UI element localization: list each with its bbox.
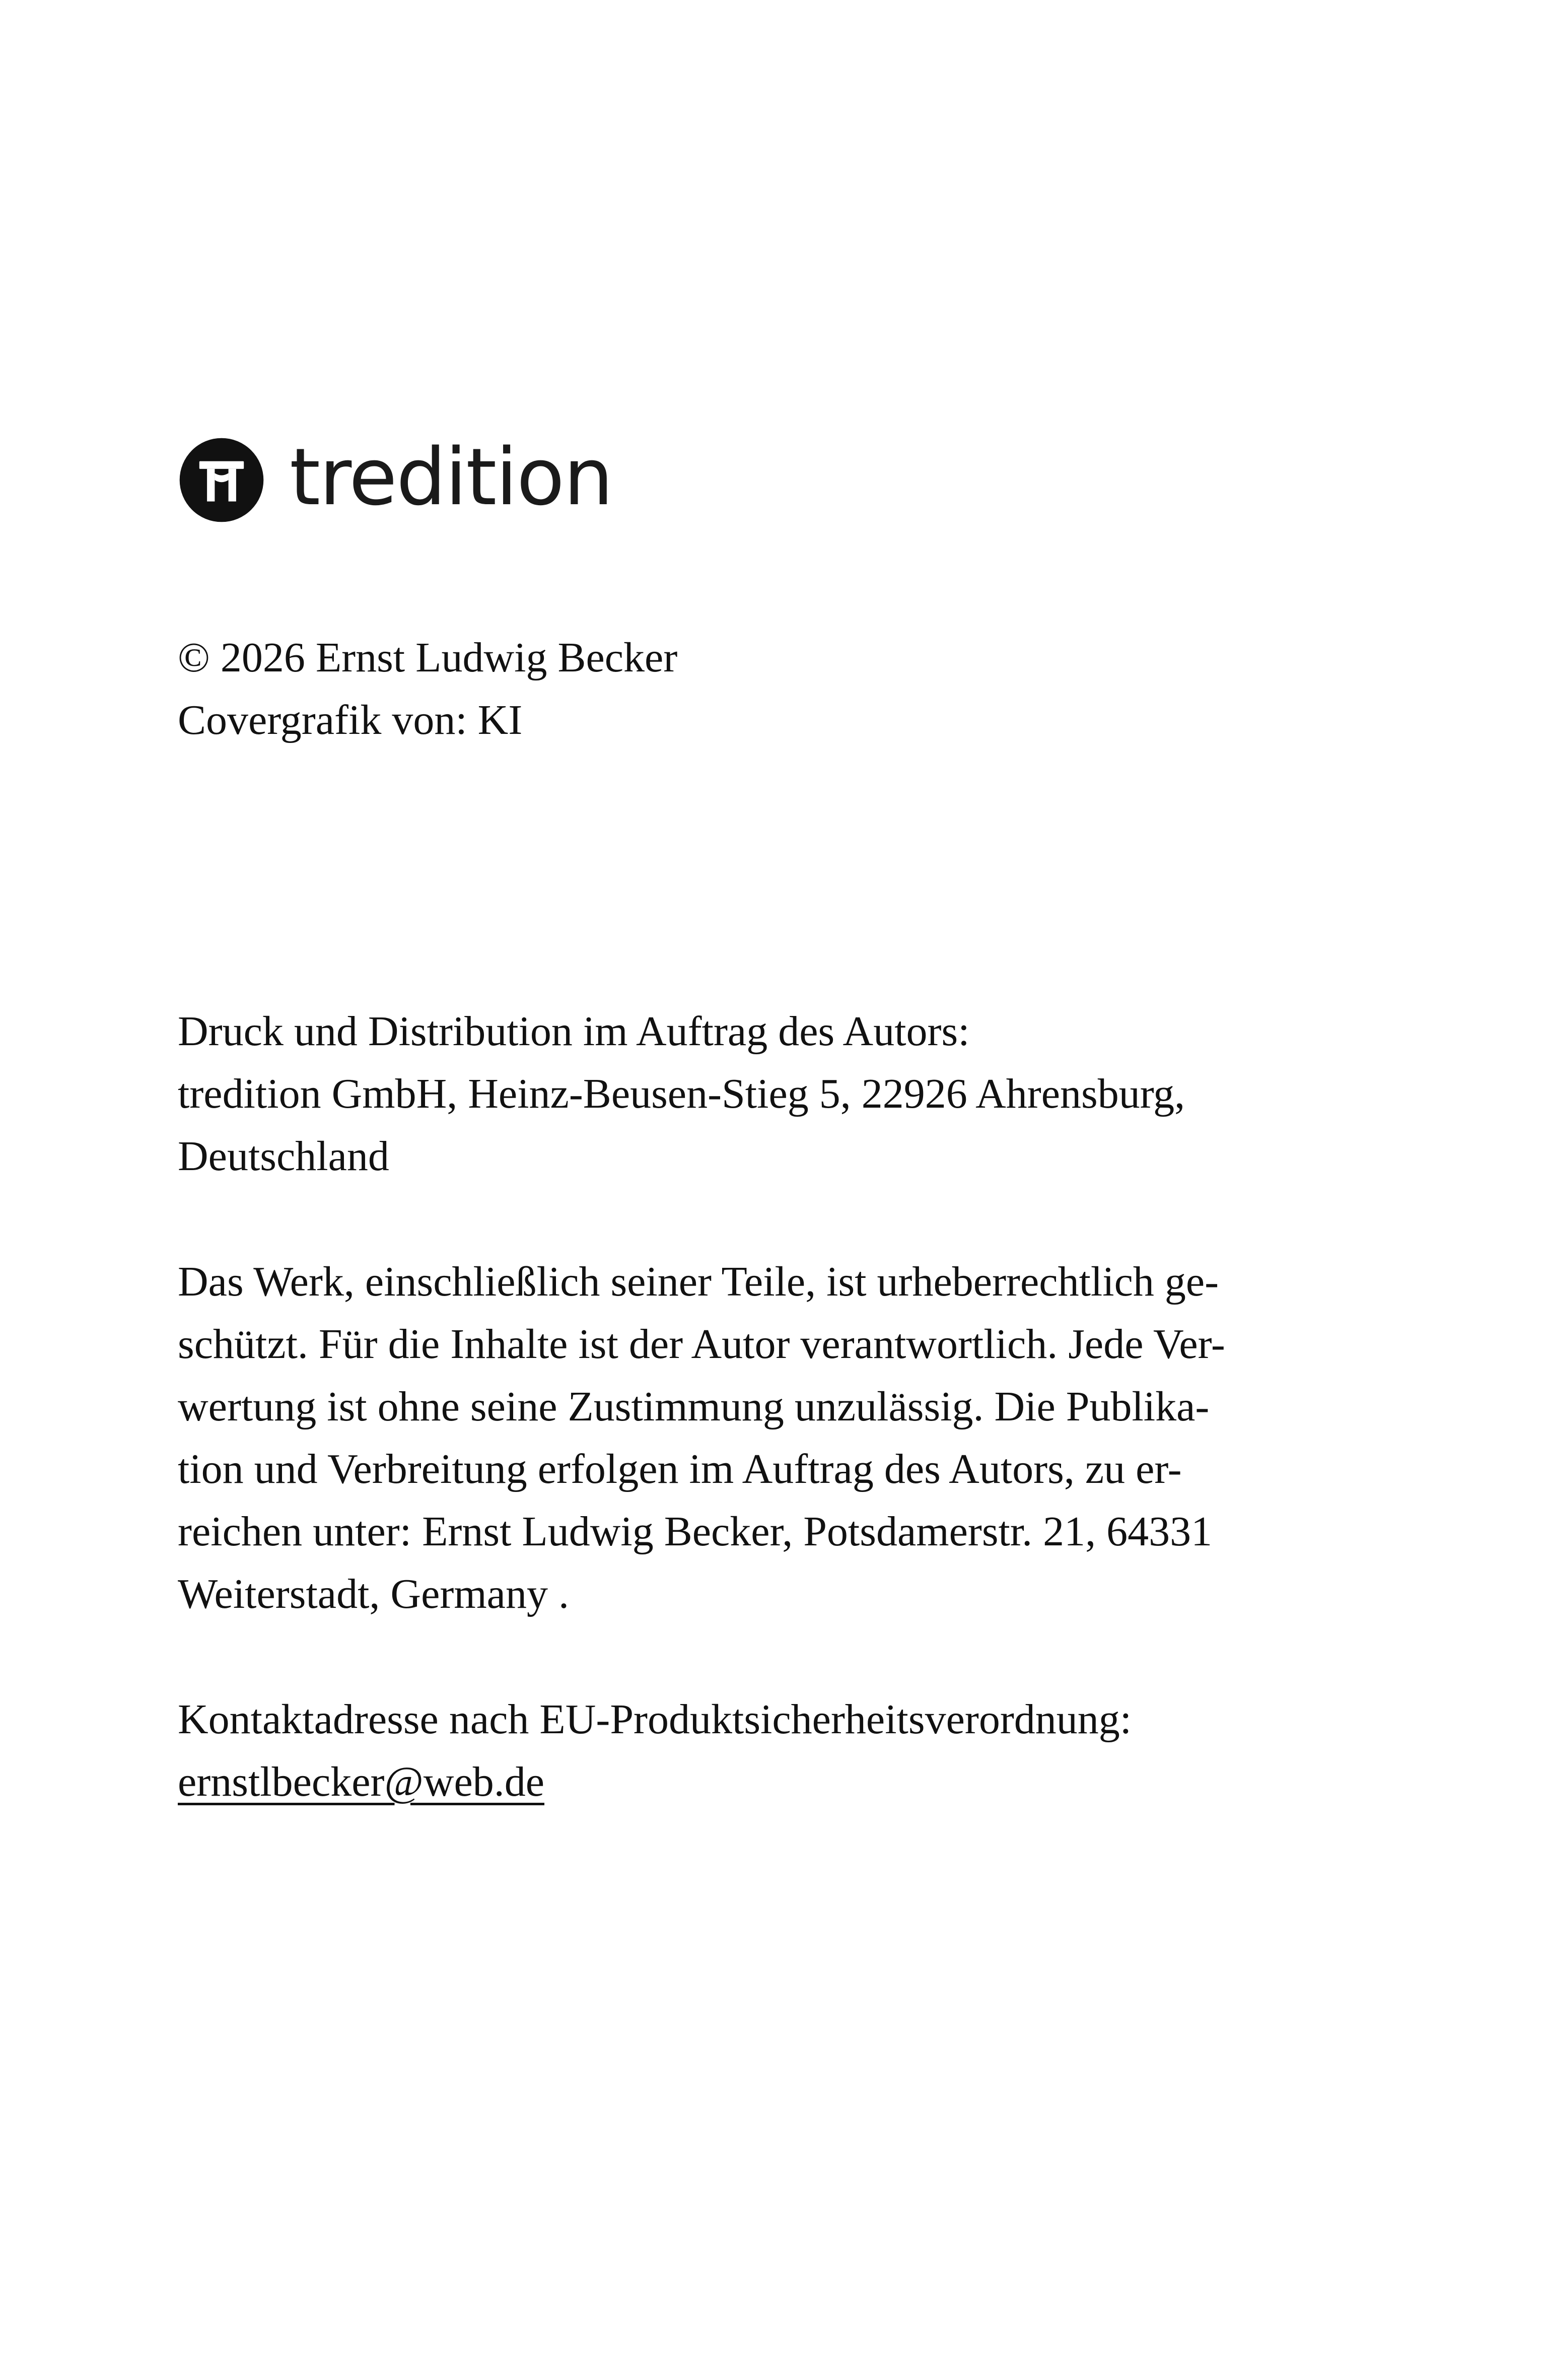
distribution-block: [178, 1000, 1386, 1188]
cover-credit-line: Covergrafik von: KI: [178, 697, 523, 743]
contact-block: [178, 1688, 1386, 1813]
rights-line: reichen unter: Ernst Ludwig Becker, Potsdamerstr. 21, 64331: [178, 1508, 1213, 1555]
rights-line: Das Werk, einschließlich seiner Teile, ist urheberrechtlich ge-: [178, 1258, 1219, 1305]
rights-line: schützt. Für die Inhalte ist der Autor verantwortlich. Jede Ver-: [178, 1321, 1225, 1368]
rights-line: wertung ist ohne seine Zustimmung unzulässig. Die Publika-: [178, 1383, 1210, 1430]
distribution-line: Druck und Distribution im Auftrag des Autors:: [178, 1008, 970, 1055]
distribution-line: tredition GmbH, Heinz-Beusen-Stieg 5, 22926 Ahrensburg,: [178, 1070, 1185, 1117]
distribution-line: Deutschland: [178, 1133, 389, 1180]
contact-label: Kontaktadresse nach EU-Produktsicherheitsverordnung:: [178, 1696, 1132, 1743]
rights-line: Weiterstadt, Germany .: [178, 1571, 569, 1617]
contact-email-link[interactable]: ernstlbecker@web.de: [178, 1758, 545, 1805]
rights-block: [178, 1251, 1386, 1625]
contact-email-line: [178, 1751, 1386, 1813]
logo-wordmark: tredition: [290, 431, 613, 523]
copyright-line: © 2026 Ernst Ludwig Becker: [178, 634, 678, 681]
publisher-logo: [179, 431, 613, 524]
tredition-logo-icon: [179, 437, 264, 523]
rights-line: tion und Verbreitung erfolgen im Auftrag des Autors, zu er-: [178, 1446, 1182, 1492]
copyright-block: [178, 627, 1386, 752]
